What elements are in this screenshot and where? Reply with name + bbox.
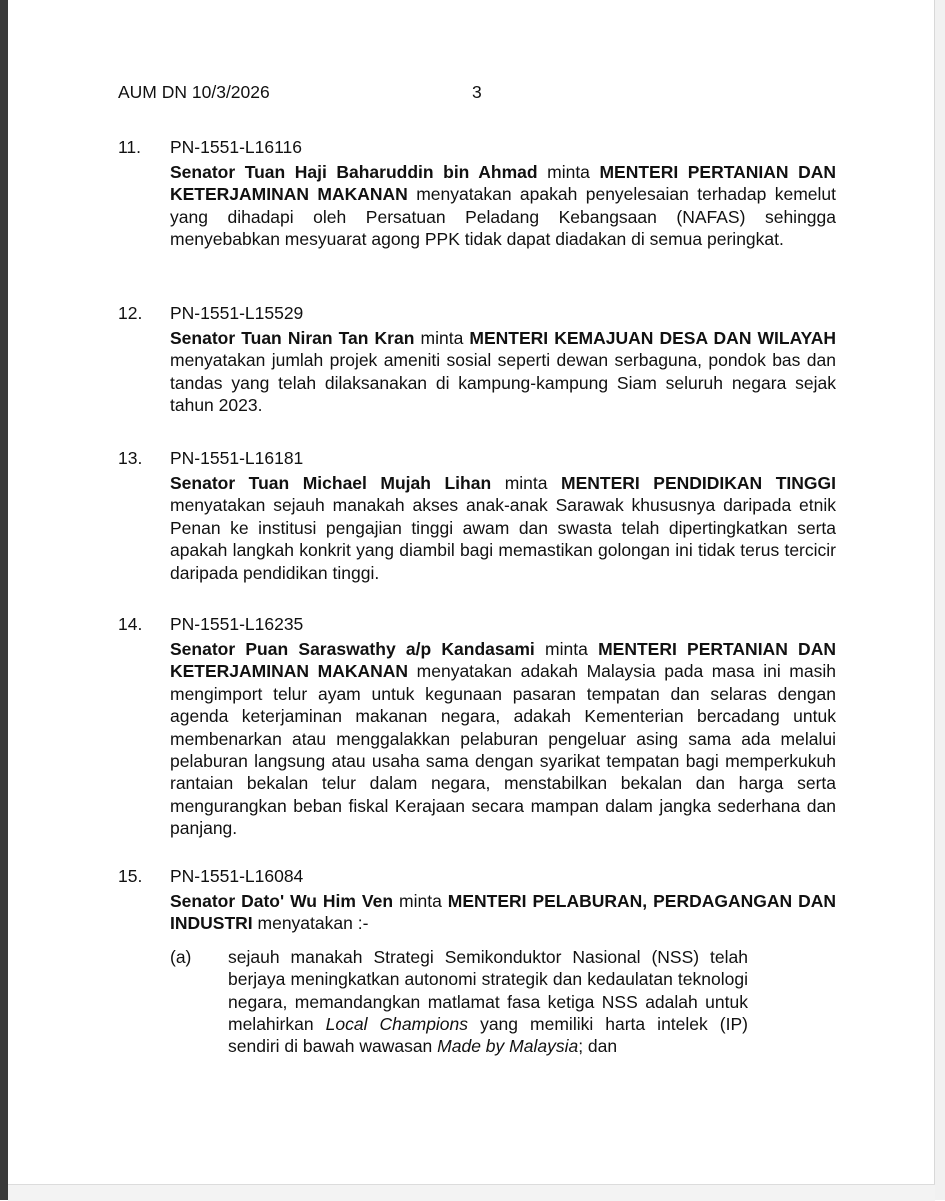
- question-body: Senator Dato' Wu Him Ven minta MENTERI PELABURAN, PERDAGANGAN DAN INDUSTRI menyatakan :- (a) sejauh manakah Strategi Semikonduktor Nasional (NSS) telah berjaya meningkatkan autonomi strategik dan kedaulatan teknologi negara, memandangkan matlamat fasa ketiga NSS adalah untuk melahirkan Local Champions yang memiliki harta intelek (IP) sendiri di bawah wawasan Made by Malaysia; dan: [170, 891, 836, 1057]
- question-number: 15.: [118, 866, 143, 886]
- sub-question: [170, 946, 836, 1058]
- question-code: PN-1551-L16116: [170, 137, 302, 157]
- italic-term: Made by Malaysia: [437, 1036, 579, 1057]
- question-body: Senator Puan Saraswathy a/p Kandasami minta MENTERI PERTANIAN DAN KETERJAMINAN MAKANAN menyatakan adakah Malaysia pada masa ini masih mengimport telur ayam untuk kegunaan pasaran tempatan dan selaras dengan agenda keterjaminan makanan negara, adakah Kementerian bercadang untuk membenarkan atau menggalakkan pelaburan pengeluar asing sama ada melalui pelaburan langsung atau usaha sama dengan syarikat tempatan bagi memperkukuh rantaian bekalan telur dalam negara, menstabilkan bekalan dan harga serta mengurangkan beban fiskal Kerajaan secara mampan dalam jangka sederhana dan panjang.: [170, 639, 836, 839]
- question-number: 12.: [118, 303, 143, 323]
- page-bottom-edge: [8, 1184, 935, 1201]
- question-code: PN-1551-L15529: [170, 303, 304, 323]
- page-number: 3: [472, 82, 482, 102]
- question-text: menyatakan adakah Malaysia pada masa ini masih mengimport telur ayam untuk kegunaan pasaran tempatan dan selaras dengan agenda keterjaminan makanan negara, adakah Kementerian bercadang untuk membenarkan atau menggalakkan pelaburan pengeluar asing sama ada melalui pelaburan langsung atau usaha sama dengan syarikat tempatan bagi memperkukuh rantaian bekalan telur dalam negara, menstabilkan bekalan dan harga serta mengurangkan beban fiskal Kerajaan secara mampan dalam jangka sederhana dan panjang.: [170, 661, 836, 839]
- italic-term: Local Champions: [325, 1014, 469, 1035]
- question-number: 11.: [118, 137, 142, 157]
- question-number: 13.: [118, 448, 143, 468]
- senator-name: Senator Tuan Haji Baharuddin bin Ahmad: [170, 162, 538, 182]
- viewer-left-edge: [0, 0, 8, 1200]
- senator-name: Senator Tuan Niran Tan Kran: [170, 328, 415, 348]
- minister-name: MENTERI PENDIDIKAN TINGGI: [561, 473, 836, 493]
- minister-name: MENTERI KEMAJUAN DESA DAN WILAYAH: [469, 328, 836, 348]
- page-header: [118, 82, 482, 103]
- sub-question-text: sejauh manakah Strategi Semikonduktor Nasional (NSS) telah berjaya meningkatkan autonomi strategik dan kedaulatan teknologi negara, memandangkan matlamat fasa ketiga NSS adalah untuk melahirkan Local Champions yang memiliki harta intelek (IP) sendiri di bawah wawasan Made by Malaysia; dan: [228, 946, 748, 1057]
- question-text: menyatakan :-: [252, 913, 369, 934]
- sub-question-label: (a): [170, 946, 192, 967]
- question-code: PN-1551-L16181: [170, 448, 304, 468]
- minister-name: MENTERI PERTANIAN DAN KETERJAMINAN MAKANAN: [170, 162, 836, 205]
- question-code: PN-1551-L16084: [170, 866, 304, 886]
- question-number: 14.: [118, 614, 143, 634]
- question-text: menyatakan jumlah projek ameniti sosial seperti dewan serbaguna, pondok bas dan tandas yang telah dilaksanakan di kampung-kampung Siam seluruh negara sejak tahun 2023.: [170, 350, 836, 416]
- question-body: Senator Tuan Haji Baharuddin bin Ahmad minta MENTERI PERTANIAN DAN KETERJAMINAN MAKANAN menyatakan apakah penyelesaian terhadap kemelut yang dihadapi oleh Persatuan Peladang Kebangsaan (NAFAS) sehingga menyebabkan mesyuarat agong PPK tidak dapat diadakan di semua peringkat.: [170, 162, 836, 250]
- minister-name: MENTERI PERTANIAN DAN KETERJAMINAN MAKANAN: [170, 639, 836, 682]
- senator-name: Senator Puan Saraswathy a/p Kandasami: [170, 639, 535, 659]
- question-body: Senator Tuan Niran Tan Kran minta MENTERI KEMAJUAN DESA DAN WILAYAH menyatakan jumlah projek ameniti sosial seperti dewan serbaguna, pondok bas dan tandas yang telah dilaksanakan di kampung-kampung Siam seluruh negara sejak tahun 2023.: [170, 328, 836, 416]
- viewer-right-edge: [934, 0, 945, 1200]
- question-text: menyatakan sejauh manakah akses anak-anak Sarawak khususnya daripada etnik Penan ke institusi pengajian tinggi awam dan swasta telah dipertingkatkan serta apakah langkah konkrit yang diambil bagi memastikan golongan ini tidak terus tercicir daripada pendidikan tinggi.: [170, 495, 836, 583]
- question-body: Senator Tuan Michael Mujah Lihan minta MENTERI PENDIDIKAN TINGGI menyatakan sejauh manakah akses anak-anak Sarawak khususnya daripada etnik Penan ke institusi pengajian tinggi awam dan swasta telah dipertingkatkan serta apakah langkah konkrit yang diambil bagi memastikan golongan ini tidak terus tercicir daripada pendidikan tinggi.: [170, 473, 836, 583]
- senator-name: Senator Dato' Wu Him Ven: [170, 891, 394, 911]
- question-text: menyatakan apakah penyelesaian terhadap kemelut yang dihadapi oleh Persatuan Peladang Kebangsaan (NAFAS) sehingga menyebabkan mesyuarat agong PPK tidak dapat diadakan di semua peringkat.: [170, 184, 836, 250]
- document-ref: AUM DN 10/3/2026: [118, 82, 270, 102]
- senator-name: Senator Tuan Michael Mujah Lihan: [170, 473, 492, 493]
- question-code: PN-1551-L16235: [170, 614, 304, 634]
- minister-name: MENTERI PELABURAN, PERDAGANGAN DAN INDUSTRI: [170, 891, 836, 934]
